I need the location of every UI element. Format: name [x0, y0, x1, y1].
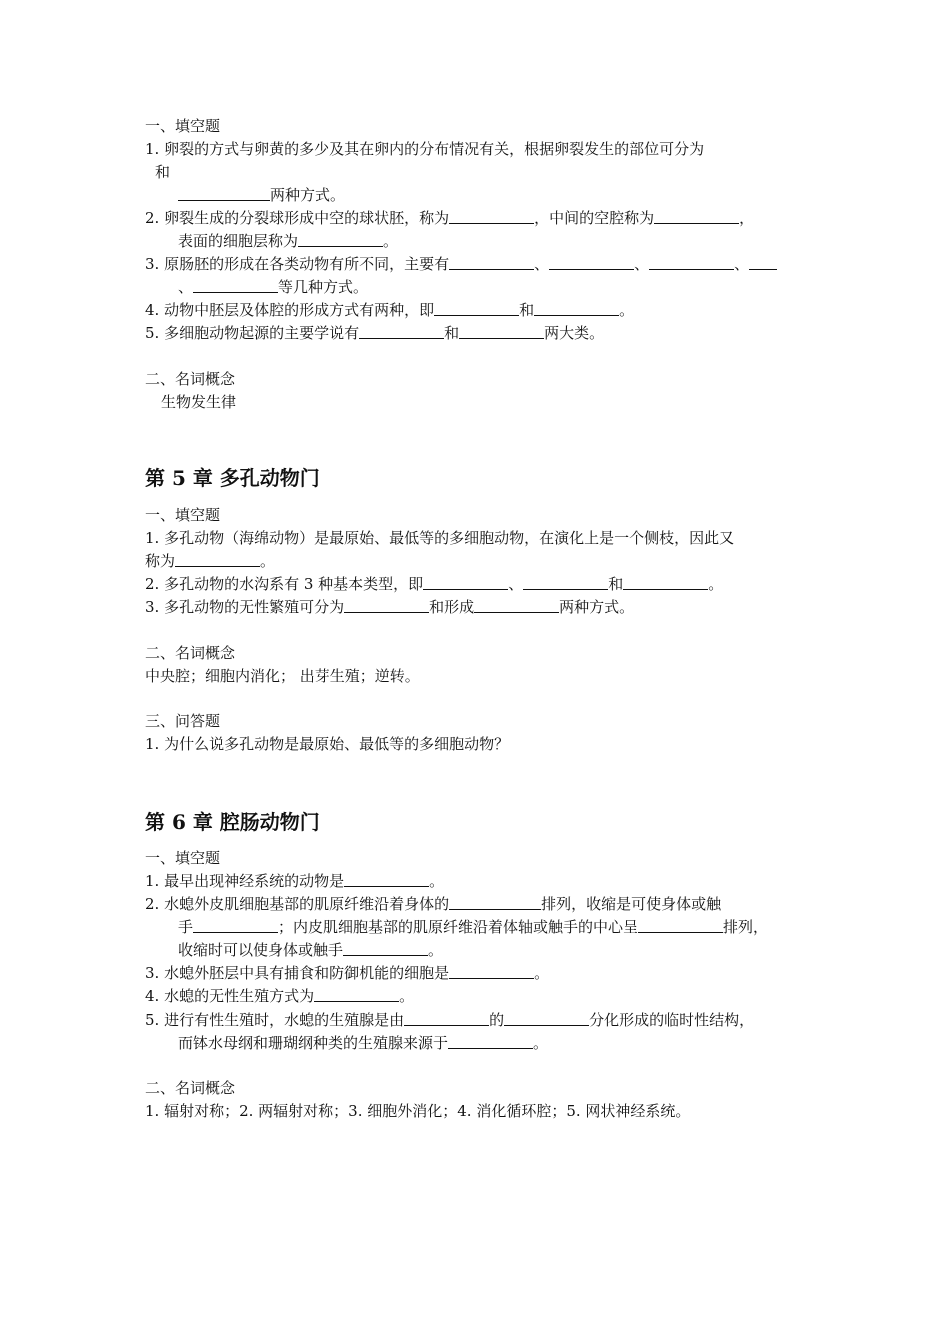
s1-q1-line3: [178, 185, 858, 205]
fill-blank[interactable]: [178, 186, 270, 201]
fill-blank[interactable]: [193, 918, 278, 933]
q-number: 1.: [145, 140, 160, 158]
s1-q3-line2: [178, 277, 858, 297]
q-text: 、: [534, 255, 550, 273]
s1-q4: [145, 300, 825, 320]
q-text: 最早出现神经系统的动物是: [164, 872, 345, 890]
fill-blank[interactable]: [749, 255, 777, 270]
q-number: 5.: [145, 324, 160, 342]
fill-blank[interactable]: [449, 964, 534, 979]
q-text: 两种方式。: [559, 598, 635, 616]
s1-terms: 生物发生律: [161, 393, 237, 411]
s1-q3-line1: [145, 254, 825, 274]
q-text: 水螅外胚层中具有捕食和防御机能的细胞是: [164, 964, 450, 982]
fill-blank[interactable]: [175, 552, 260, 567]
c5-qa-heading: 三、问答题: [145, 712, 221, 730]
fill-blank[interactable]: [474, 598, 559, 613]
q-text: 原肠胚的形成在各类动物有所不同，主要有: [164, 255, 450, 273]
q-text: 、: [508, 575, 524, 593]
q-text: 动物中胚层及体腔的形成方式有两种，即: [164, 301, 435, 319]
c5-fill-heading: 一、填空题: [145, 506, 221, 524]
q-text: ，中间的空腔称为: [534, 209, 655, 227]
fill-blank[interactable]: [449, 255, 534, 270]
s1-terms-heading: 二、名词概念: [145, 370, 236, 388]
q-text: 手: [178, 918, 194, 936]
fill-blank[interactable]: [343, 941, 428, 956]
q-text: 多细胞动物起源的主要学说有: [164, 324, 360, 342]
q-text: 分化形成的临时性结构，: [589, 1011, 755, 1029]
fill-blank[interactable]: [654, 209, 739, 224]
s1-q2-line2: [178, 231, 858, 251]
q-text: 和: [519, 301, 535, 319]
q-number: 4.: [145, 987, 160, 1005]
q-text: 而钵水母纲和珊瑚纲种类的生殖腺来源于: [178, 1034, 449, 1052]
q-number: 2.: [145, 209, 160, 227]
fill-blank[interactable]: [504, 1011, 589, 1026]
fill-blank[interactable]: [344, 872, 429, 887]
fill-blank[interactable]: [649, 255, 734, 270]
q-text: 进行有性生殖时，水螅的生殖腺是由: [164, 1011, 405, 1029]
fill-blank[interactable]: [534, 301, 619, 316]
q-text: 水螅外皮肌细胞基部的肌原纤维沿着身体的: [164, 895, 450, 913]
c5-q1-line2: [145, 551, 825, 571]
q-text: 和: [155, 163, 171, 181]
s1-q1-line1: [145, 139, 825, 159]
q-number: 3.: [145, 255, 160, 273]
fill-blank[interactable]: [459, 324, 544, 339]
s1-fill-heading: 一、填空题: [145, 117, 221, 135]
fill-blank[interactable]: [344, 598, 429, 613]
c6-fill-heading: 一、填空题: [145, 849, 221, 867]
q-number: 5.: [145, 1011, 160, 1029]
q-text: 表面的细胞层称为: [178, 232, 299, 250]
q-number: 3.: [145, 964, 160, 982]
q-number: 4.: [145, 301, 160, 319]
c6-q5-line2: [178, 1033, 858, 1053]
chapter6-title: 第 6 章 腔肠动物门: [145, 810, 320, 834]
q-text: ，: [739, 209, 755, 227]
fill-blank[interactable]: [298, 232, 383, 247]
q-text: 两种方式。: [270, 186, 346, 204]
chapter5-title: 第 5 章 多孔动物门: [145, 466, 320, 490]
q-text: 、: [734, 255, 750, 273]
c6-q1: [145, 871, 825, 891]
fill-blank[interactable]: [449, 209, 534, 224]
q-text: 多孔动物的水沟系有 3 种基本类型，即: [164, 575, 424, 593]
fill-blank[interactable]: [623, 575, 708, 590]
q-text: 排列，收缩是可使身体或触: [541, 895, 722, 913]
q-text: 多孔动物（海绵动物）是最原始、最低等的多细胞动物，在演化上是一个侧枝，因此又: [164, 529, 735, 547]
fill-blank[interactable]: [193, 278, 278, 293]
s1-q5: [145, 323, 825, 343]
fill-blank[interactable]: [448, 1034, 533, 1049]
c6-q5-line1: [145, 1010, 825, 1030]
q-text: 、: [634, 255, 650, 273]
q-number: 1.: [145, 872, 160, 890]
c5-q2: [145, 574, 825, 594]
c6-q3: [145, 963, 825, 983]
c6-q2-line1: [145, 894, 825, 914]
c5-qa1: 1. 为什么说多孔动物是最原始、最低等的多细胞动物？: [145, 735, 510, 753]
q-text: 和形成: [429, 598, 475, 616]
c6-terms-heading: 二、名词概念: [145, 1079, 236, 1097]
fill-blank[interactable]: [523, 575, 608, 590]
q-text: 等几种方式。: [278, 278, 369, 296]
c5-q1-line1: [145, 528, 825, 548]
q-number: 1.: [145, 529, 160, 547]
q-text: 和: [608, 575, 624, 593]
c6-q2-line2: [178, 917, 858, 937]
q-text: 。: [534, 964, 550, 982]
q-text: 收缩时可以使身体或触手: [178, 941, 344, 959]
fill-blank[interactable]: [404, 1011, 489, 1026]
fill-blank[interactable]: [549, 255, 634, 270]
fill-blank[interactable]: [638, 918, 723, 933]
q-text: 称为: [145, 552, 176, 570]
q-text: 。: [399, 987, 415, 1005]
fill-blank[interactable]: [359, 324, 444, 339]
c6-terms: 1. 辐射对称；2. 两辐射对称；3. 细胞外消化；4. 消化循环腔；5. 网状神经系统。: [145, 1102, 691, 1120]
q-text: 两大类。: [544, 324, 605, 342]
q-text: ；内皮肌细胞基部的肌原纤维沿着体轴或触手的中心呈: [278, 918, 639, 936]
fill-blank[interactable]: [314, 987, 399, 1002]
q-text: 和: [444, 324, 460, 342]
q-text: 。: [533, 1034, 549, 1052]
q-text: 。: [429, 872, 445, 890]
c5-terms: 中央腔；细胞内消化； 出芽生殖；逆转。: [145, 667, 420, 685]
q-text: 。: [428, 941, 444, 959]
q-text: 的: [489, 1011, 505, 1029]
q-number: 2.: [145, 575, 160, 593]
q-text: 。: [708, 575, 724, 593]
c5-q3: [145, 597, 825, 617]
q-number: 2.: [145, 895, 160, 913]
q-text: 。: [383, 232, 399, 250]
q-text: 、: [178, 278, 194, 296]
q-text: 。: [619, 301, 635, 319]
c6-q2-line3: [178, 940, 858, 960]
q-text: 多孔动物的无性繁殖可分为: [164, 598, 345, 616]
q-text: 水螅的无性生殖方式为: [164, 987, 315, 1005]
c5-terms-heading: 二、名词概念: [145, 644, 236, 662]
s1-q1-line2: [155, 162, 835, 182]
fill-blank[interactable]: [423, 575, 508, 590]
q-number: 3.: [145, 598, 160, 616]
fill-blank[interactable]: [449, 895, 541, 910]
fill-blank[interactable]: [434, 301, 519, 316]
c6-q4: [145, 986, 825, 1006]
q-text: 排列，: [723, 918, 769, 936]
q-text: 。: [260, 552, 276, 570]
s1-q2-line1: [145, 208, 825, 228]
q-text: 卵裂生成的分裂球形成中空的球状胚，称为: [164, 209, 450, 227]
q-text: 卵裂的方式与卵黄的多少及其在卵内的分布情况有关，根据卵裂发生的部位可分为: [164, 140, 705, 158]
